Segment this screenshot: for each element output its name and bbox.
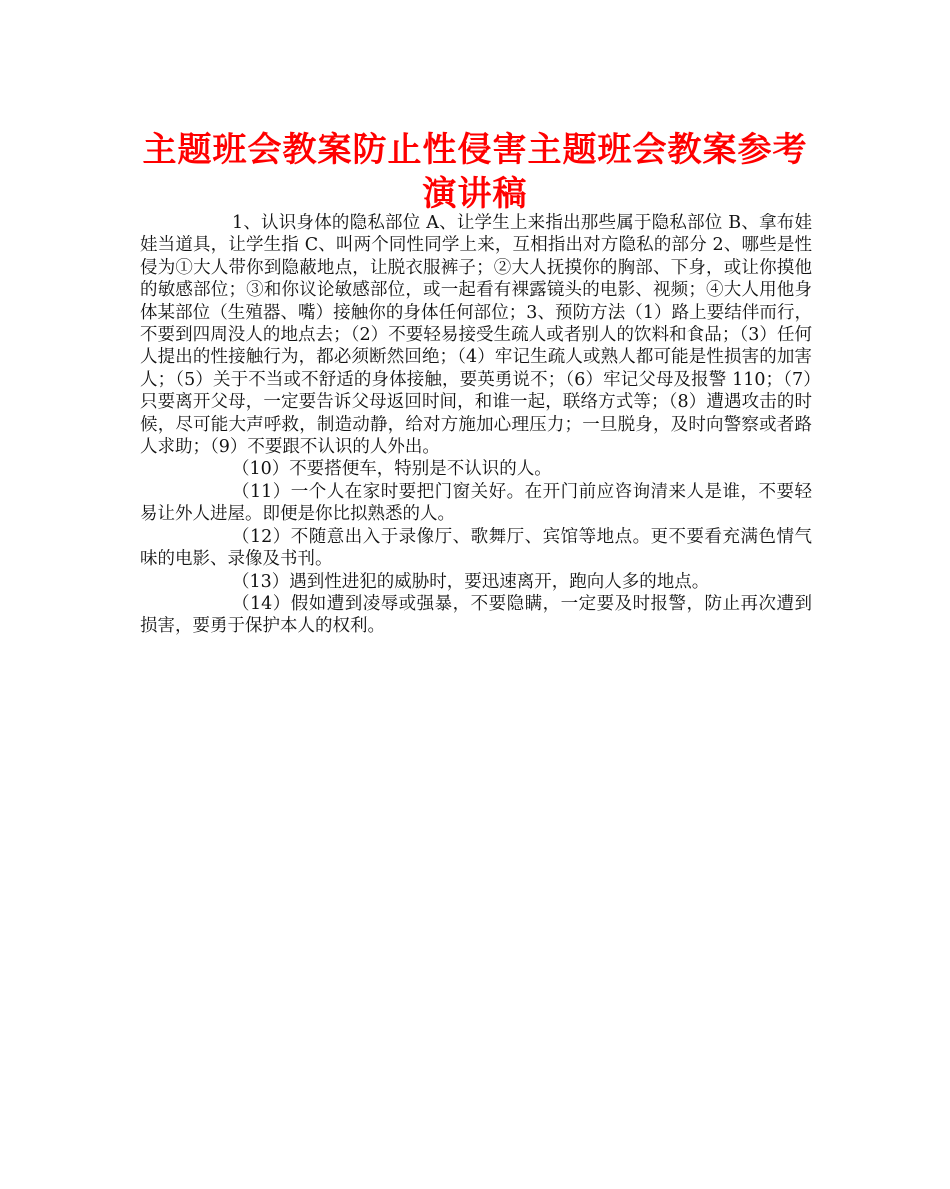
paragraph-5: （13）遇到性进犯的威胁时，要迅速离开，跑向人多的地点。 bbox=[232, 571, 710, 592]
paragraph-2: （10）不要搭便车，特别是不认识的人。 bbox=[232, 459, 552, 480]
paragraph-6: （14）假如遭到凌辱或强暴，不要隐瞒，一定要及时报警，防止再次遭到损害，要勇于保护本人的权利。 bbox=[140, 593, 812, 637]
document-body bbox=[140, 212, 812, 638]
paragraph-3: （11）一个人在家时要把门窗关好。在开门前应咨询清来人是谁，不要轻易让外人进屋。即便是你比拟熟悉的人。 bbox=[140, 481, 812, 525]
paragraph-1: 1、认识身体的隐私部位 A、让学生上来指出那些属于隐私部位 B、拿布娃娃当道具，让学生指 C、叫两个同性同学上来，互相指出对方隐私的部分 2、哪些是性侵为①大人带你到隐蔽地点，让脱衣服裤子；②大人抚摸你的胸部、下身，或让你摸他的敏感部位；③和你议论敏感部位，或一起看有裸露镜头的电影、视频；④大人用他身体某部位（生殖器、嘴）接触你的身体任何部位；3、预防方法（1）路上要结伴而行，不要到四周没人的地点去；（2）不要轻易接受生疏人或者别人的饮料和食品；（3）任何人提出的性接触行为，都必须断然回绝；（4）牢记生疏人或熟人都可能是性损害的加害人；（5）关于不当或不舒适的身体接触，要英勇说不；（6）牢记父母及报警 110；（7）只要离开父母，一定要告诉父母返回时间，和谁一起，联络方式等；（8）遭遇攻击的时候，尽可能大声呼救，制造动静，给对方施加心理压力；一旦脱身，及时向警察或者路人求助；（9）不要跟不认识的人外出。 bbox=[140, 213, 812, 458]
paragraph-4: （12）不随意出入于录像厅、歌舞厅、宾馆等地点。更不要看充满色情气味的电影、录像及书刊。 bbox=[140, 526, 812, 570]
page-title: 主题班会教案防止性侵害主题班会教案参考演讲稿 bbox=[142, 130, 808, 214]
